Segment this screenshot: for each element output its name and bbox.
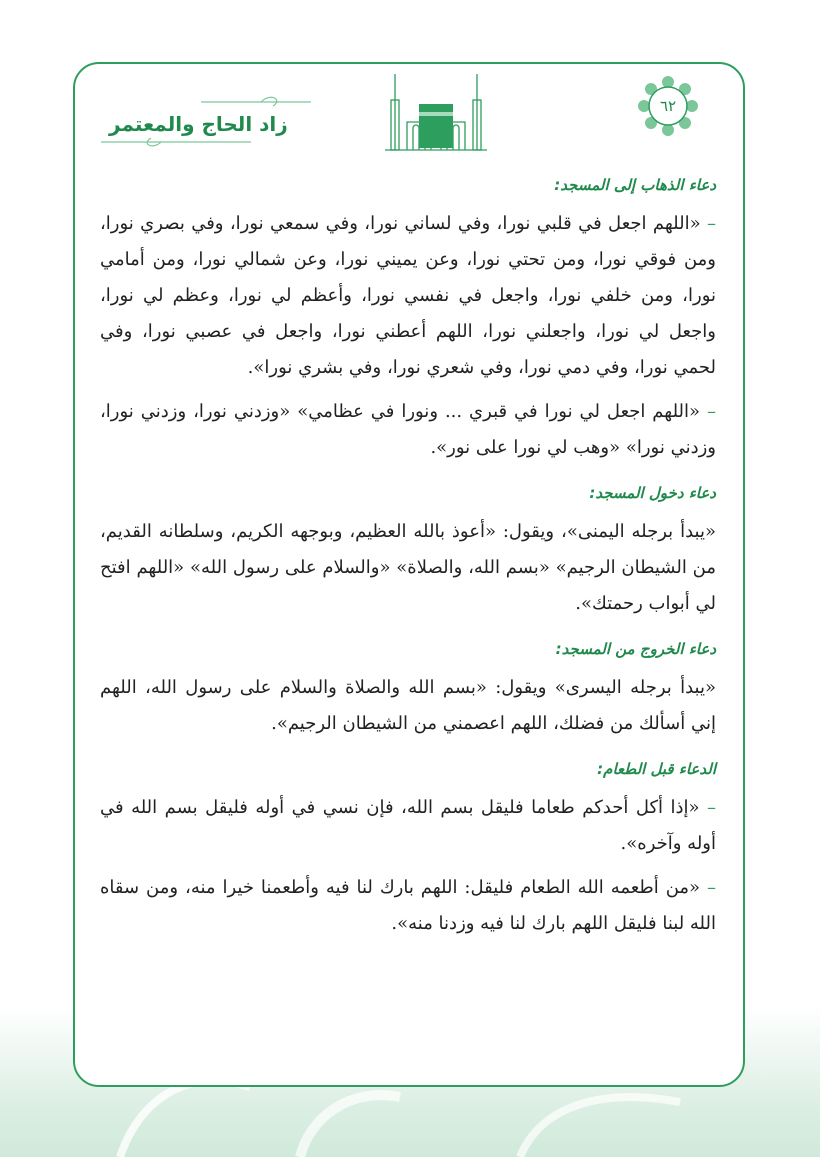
- prayer-paragraph: [100, 870, 716, 942]
- paragraph-text: «يبدأ برجله اليسرى» ويقول: «بسم الله والصلاة والسلام على رسول الله، اللهم إني أسألك من فضلك، اللهم اعصمني من الشيطان الرجيم».: [100, 677, 716, 734]
- bullet-dash: –: [706, 401, 716, 422]
- prayer-paragraph: [100, 790, 716, 862]
- section-heading: دعاء الذهاب إلى المسجد:: [554, 176, 716, 194]
- page-number-badge: [638, 76, 698, 136]
- section-heading: دعاء دخول المسجد:: [589, 484, 716, 502]
- paragraph-text: «اللهم اجعل لي نورا في قبري ... ونورا في عظامي» «وزدني نورا، وزدني نورا، وزدني نورا» «وهب لي نورا على نور».: [100, 401, 716, 458]
- prayer-paragraph: [100, 514, 716, 622]
- prayer-paragraph: [100, 394, 716, 466]
- kaaba-icon: [381, 70, 491, 154]
- paragraph-text: «إذا أكل أحدكم طعاما فليقل بسم الله، فإن نسي في أوله فليقل بسم الله في أوله وآخره».: [100, 797, 716, 854]
- prayer-paragraph: [100, 206, 716, 386]
- paragraph-text: «من أطعمه الله الطعام فليقل: اللهم بارك لنا فيه وأطعمنا خيرا منه، ومن سقاه الله لبنا فليقل اللهم بارك لنا فيه وزدنا منه».: [100, 877, 716, 934]
- page-number: ٦٢: [659, 97, 677, 115]
- section-heading: دعاء الخروج من المسجد:: [555, 640, 716, 658]
- book-title: زاد الحاج والمعتمر: [109, 112, 288, 136]
- paragraph-text: «اللهم اجعل في قلبي نورا، وفي لساني نورا، وفي سمعي نورا، وفي بصري نورا، ومن فوقي نورا، ومن تحتي نورا، وعن يميني نورا، وعن شمالي نورا، ومن أمامي نورا، ومن خلفي نورا، واجعل في نفسي نورا، وأعظم لي نورا، وعظم لي نورا، واجعل لي نورا، واجعلني نورا، اللهم أعطني نورا، واجعل في عصبي نورا، وفي لحمي نورا، وفي دمي نورا، وفي شعري نورا، وفي بشري نورا».: [100, 213, 716, 378]
- page-header: [73, 62, 745, 172]
- bullet-dash: –: [707, 797, 716, 818]
- bullet-dash: –: [706, 213, 716, 234]
- paragraph-text: «يبدأ برجله اليمنى»، ويقول: «أعوذ بالله العظيم، وبوجهه الكريم، وسلطانه القديم، من الشيطان الرجيم» «بسم الله، والصلاة» «والسلام على رسول الله» «اللهم افتح لي أبواب رحمتك».: [100, 521, 716, 614]
- prayer-paragraph: [100, 670, 716, 742]
- section-heading: الدعاء قبل الطعام:: [597, 760, 716, 778]
- page-content: [100, 172, 716, 942]
- bullet-dash: –: [707, 877, 716, 898]
